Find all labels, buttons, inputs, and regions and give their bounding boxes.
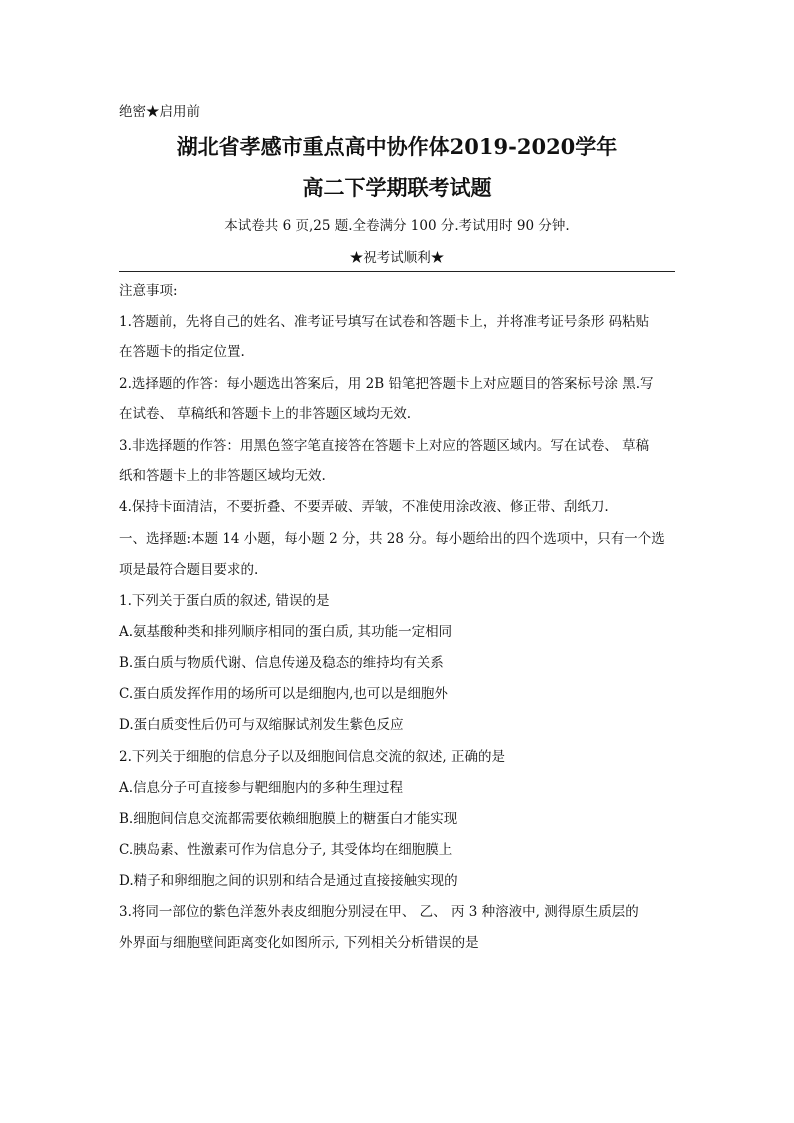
notes-line: 4.保持卡面清洁，不要折叠、不要弄破、弄皱，不准使用涂改液、修正带、刮纸刀. xyxy=(119,499,609,515)
question-option: D.蛋白质变性后仍可与双缩脲试剂发生紫色反应 xyxy=(119,717,404,733)
notes-line: 在试卷、 草稿纸和答题卡上的非答题区域均无效. xyxy=(119,406,412,422)
question-stem-continued: 外界面与细胞壁间距离变化如图所示, 下列相关分析错误的是 xyxy=(119,935,479,951)
question-option: A.氨基酸种类和排列顺序相同的蛋白质, 其功能一定相同 xyxy=(119,624,453,640)
exam-title-line1: 湖北省孝感市重点高中协作体2019-2020学年 xyxy=(176,134,618,159)
header-divider xyxy=(119,271,675,272)
question-stem: 3.将同一部位的紫色洋葱外表皮细胞分别浸在甲、 乙、 丙 3 种溶液中, 测得原生质层的 xyxy=(119,904,639,920)
section-intro-line: 一、选择题:本题 14 小题，每小题 2 分，共 28 分。每小题给出的四个选项中，只有一个选 xyxy=(119,531,665,547)
exam-wish: ★祝考试顺利★ xyxy=(349,250,445,266)
notes-line: 1.答题前，先将自己的姓名、准考证号填写在试卷和答题卡上，并将准考证号条形 码粘贴 xyxy=(119,314,650,330)
notes-line: 在答题卡的指定位置. xyxy=(119,344,245,360)
notes-line: 纸和答题卡上的非答题区域均无效. xyxy=(119,468,326,484)
question-option: B.蛋白质与物质代谢、信息传递及稳态的维持均有关系 xyxy=(119,655,444,671)
exam-info: 本试卷共 6 页,25 题.全卷满分 100 分.考试用时 90 分钟. xyxy=(224,218,570,234)
exam-title-line2: 高二下学期联考试题 xyxy=(302,175,492,200)
question-stem: 1.下列关于蛋白质的叙述, 错误的是 xyxy=(119,593,330,609)
question-option: C.胰岛素、性激素可作为信息分子, 其受体均在细胞膜上 xyxy=(119,842,453,858)
question-option: D.精子和卵细胞之间的识别和结合是通过直接接触实现的 xyxy=(119,873,458,889)
secret-mark: 绝密★启用前 xyxy=(119,104,200,120)
question-stem: 2.下列关于细胞的信息分子以及细胞间信息交流的叙述, 正确的是 xyxy=(119,749,505,765)
question-option: C.蛋白质发挥作用的场所可以是细胞内,也可以是细胞外 xyxy=(119,686,448,702)
notes-line: 3.非选择题的作答：用黑色签字笔直接答在答题卡上对应的答题区域内。写在试卷、 草稿 xyxy=(119,438,650,454)
question-option: B.细胞间信息交流都需要依赖细胞膜上的糖蛋白才能实现 xyxy=(119,811,458,827)
question-option: A.信息分子可直接参与靶细胞内的多种生理过程 xyxy=(119,780,404,796)
notes-heading: 注意事项: xyxy=(119,283,178,299)
notes-line: 2.选择题的作答：每小题选出答案后，用 2B 铅笔把答题卡上对应题目的答案标号涂 黑.写 xyxy=(119,376,654,392)
section-intro-line: 项是最符合题目要求的. xyxy=(119,562,259,578)
